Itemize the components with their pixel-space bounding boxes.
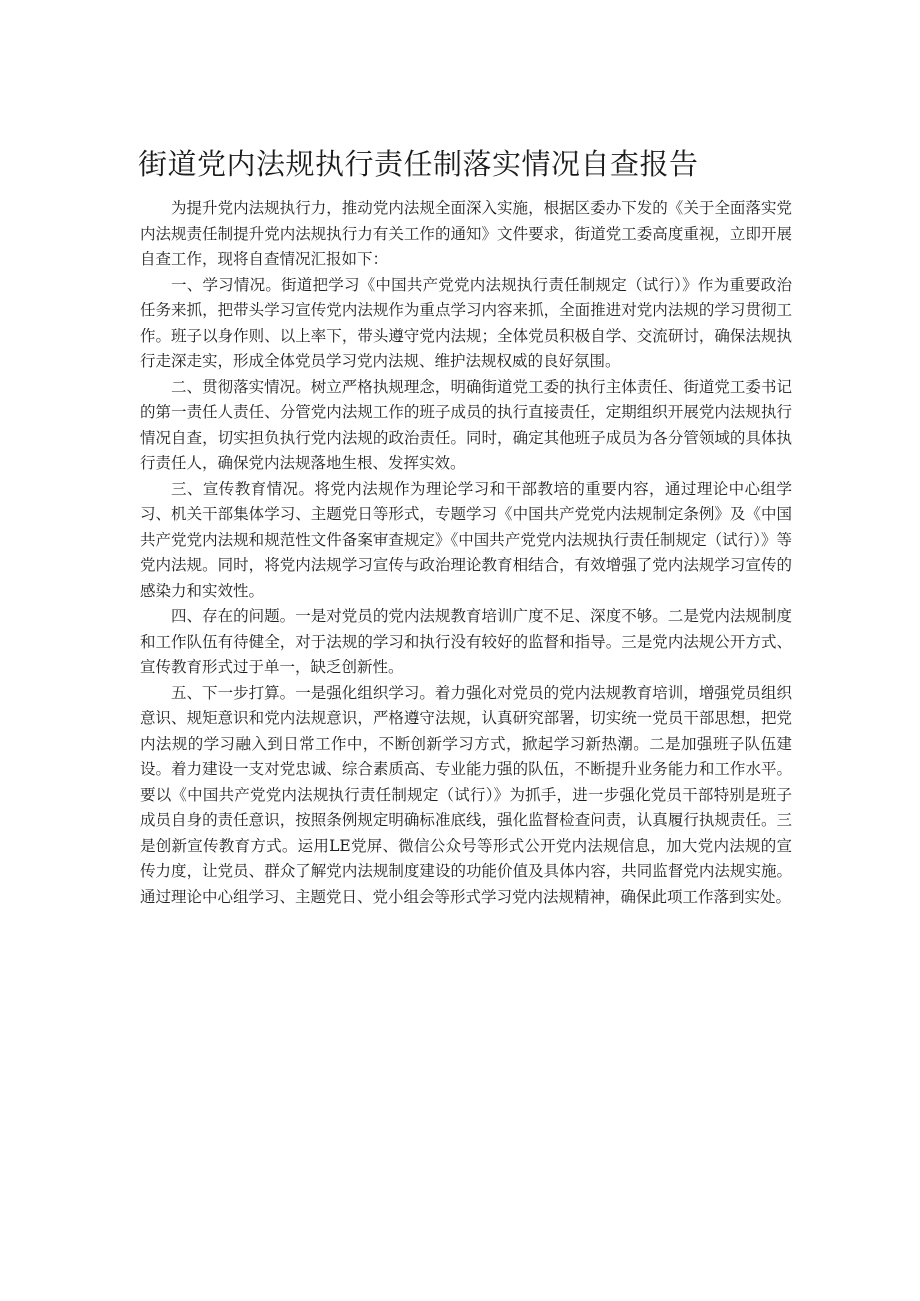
paragraph-intro: 为提升党内法规执行力，推动党内法规全面深入实施，根据区委办下发的《关于全面落实党内法规责任制提升党内法规执行力有关工作的通知》文件要求，街道党工委高度重视，立即开展自查工作，现将自查情况汇报如下： [140,199,792,268]
paragraph-publicity: 三、宣传教育情况。将党内法规作为理论学习和干部教培的重要内容，通过理论中心组学习、机关干部集体学习、主题党日等形式，专题学习《中国共产党党内法规制定条例》及《中国共产党党内法规和规范性文件备案审查规定》《中国共产党党内法规执行责任制规定（试行）》等党内法规。同时，将党内法规学习宣传与政治理论教育相结合，有效增强了党内法规学习宣传的感染力和实效性。 [140,479,792,600]
paragraph-study: 一、学习情况。街道把学习《中国共产党党内法规执行责任制规定（试行）》作为重要政治任务来抓，把带头学习宣传党内法规作为重点学习内容来抓，全面推进对党内法规的学习贯彻工作。班子以身作则、以上率下，带头遵守党内法规；全体党员积极自学、交流研讨，确保法规执行走深走实，形成全体党员学习党内法规、维护法规权威的良好氛围。 [140,275,792,370]
document-body [140,196,792,910]
paragraph-next-steps: 五、下一步打算。一是强化组织学习。着力强化对党员的党内法规教育培训，增强党员组织意识、规矩意识和党内法规意识，严格遵守法规，认真研究部署，切实统一党员干部思想，把党内法规的学习融入到日常工作中，不断创新学习方式，掀起学习新热潮。二是加强班子队伍建设。着力建设一支对党忠诚、综合素质高、专业能力强的队伍，不断提升业务能力和工作水平。要以《中国共产党党内法规执行责任制规定（试行）》为抓手，进一步强化党员干部特别是班子成员自身的责任意识，按照条例规定明确标准底线，强化监督检查问责，认真履行执规责任。三是创新宣传教育方式。运用LE党屏、微信公众号等形式公开党内法规信息，加大党内法规的宣传力度，让党员、群众了解党内法规制度建设的功能价值及具体内容，共同监督党内法规实施。通过理论中心组学习、主题党日、党小组会等形式学习党内法规精神，确保此项工作落到实处。 [140,683,792,906]
document-title: 街道党内法规执行责任制落实情况自查报告 [138,147,699,181]
paragraph-problems: 四、存在的问题。一是对党员的党内法规教育培训广度不足、深度不够。二是党内法规制度和工作队伍有待健全，对于法规的学习和执行没有较好的监督和指导。三是党内法规公开方式、宣传教育形式过于单一，缺乏创新性。 [140,607,792,676]
paragraph-implementation: 二、贯彻落实情况。树立严格执规理念，明确街道党工委的执行主体责任、街道党工委书记的第一责任人责任、分管党内法规工作的班子成员的执行直接责任，定期组织开展党内法规执行情况自查，切实担负执行党内法规的政治责任。同时，确定其他班子成员为各分管领域的具体执行责任人，确保党内法规落地生根、发挥实效。 [140,377,792,472]
